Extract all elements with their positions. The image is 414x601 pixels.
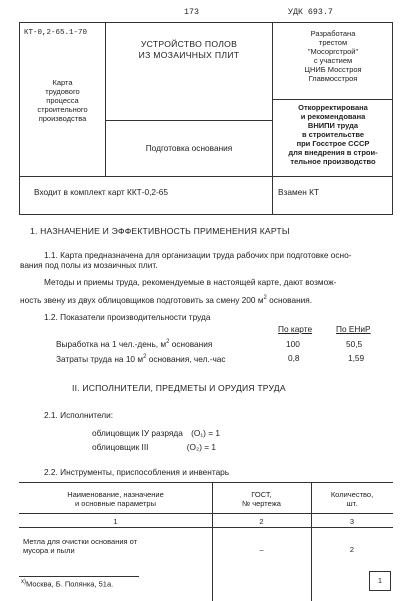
- udk-code: УДК 693.7: [288, 8, 333, 17]
- worker-2: облицовщик III (О₂) = 1: [92, 442, 217, 452]
- approval-info: Откорректирована и рекомендована ВНИПИ труда в строительстве при Госстрое СССР для внедрения в строи- тельное производство: [288, 103, 378, 166]
- output-by-card: 100: [286, 339, 300, 349]
- section2-paragraph1: 2.1. Исполнители:: [44, 410, 114, 420]
- table-row-broom-gost: –: [259, 545, 264, 554]
- column-number-3: 3: [349, 517, 355, 526]
- page-number: 173: [184, 8, 199, 17]
- column-number-2: 2: [259, 517, 264, 526]
- section1-paragraph3: 1.2. Показатели производительности труда: [44, 312, 211, 322]
- section2-paragraph2: 2.2. Инструменты, приспособления и инвентарь: [44, 467, 230, 477]
- labor-by-card: 0,8: [288, 353, 300, 363]
- table-row-broom-name: Метла для очистки основания от мусора и пыли: [23, 537, 138, 555]
- column-by-card: По карте: [278, 324, 313, 334]
- output-by-enir: 50,5: [346, 339, 363, 349]
- worker-1: облицовщик IУ разряда (О₁) = 1: [92, 428, 221, 438]
- card-type: Карта трудового процесса строительного производства: [37, 78, 88, 123]
- card-subtitle: Подготовка основания: [145, 143, 233, 153]
- column-header-qty: Количество, шт.: [330, 490, 374, 508]
- table-row-broom-qty: 2: [349, 545, 355, 554]
- header-table: [19, 22, 393, 215]
- developer-info: Разработана трестом "Мосоргстрой" с участием ЦНИБ Мосстроя Главмосстроя: [304, 29, 362, 83]
- card-code: КТ-0,2-65.1-70: [24, 29, 88, 37]
- tools-table: [19, 482, 393, 600]
- section1-heading: 1. НАЗНАЧЕНИЕ И ЭФФЕКТИВНОСТЬ ПРИМЕНЕНИЯ КАРТЫ: [30, 226, 290, 236]
- section1-paragraph2: Методы и приемы труда, рекомендуемые в настоящей карте, дают возмож- ность звену из двух облицовщиков подготовить за смену 200 $м^2$ основания.: [20, 277, 337, 305]
- section2-heading: II. ИСПОЛНИТЕЛИ, ПРЕДМЕТЫ И ОРУДИЯ ТРУДА: [72, 383, 286, 393]
- page-box: 1: [369, 571, 391, 591]
- indicator-row-labor: Затраты труда на 10 $м^2$ основания, чел.-час: [56, 353, 226, 364]
- column-header-name: Наименование, назначение и основные параметры: [67, 490, 164, 508]
- included-in-set: Входит в комплект карт ККТ-0,2-65: [34, 187, 169, 197]
- labor-by-enir: 1,59: [348, 353, 365, 363]
- footnote: $^{x)}$Москва, Б. Полянка, 51а.: [21, 579, 114, 589]
- section1-paragraph1: 1.1. Карта предназначена для организации труда рабочих при подготовке осно- вания под полы из мозаичных плит.: [20, 250, 352, 270]
- indicator-row-output: Выработка на 1 чел.-день, $м^2$ основания: [56, 338, 213, 349]
- column-header-gost: ГОСТ, № чертежа: [242, 490, 281, 508]
- column-number-1: 1: [113, 517, 118, 526]
- column-by-enir: По ЕНиР: [336, 324, 371, 334]
- replaces-card: Взамен КТ: [278, 187, 320, 197]
- card-title: УСТРОЙСТВО ПОЛОВ ИЗ МОЗАИЧНЫХ ПЛИТ: [138, 39, 240, 60]
